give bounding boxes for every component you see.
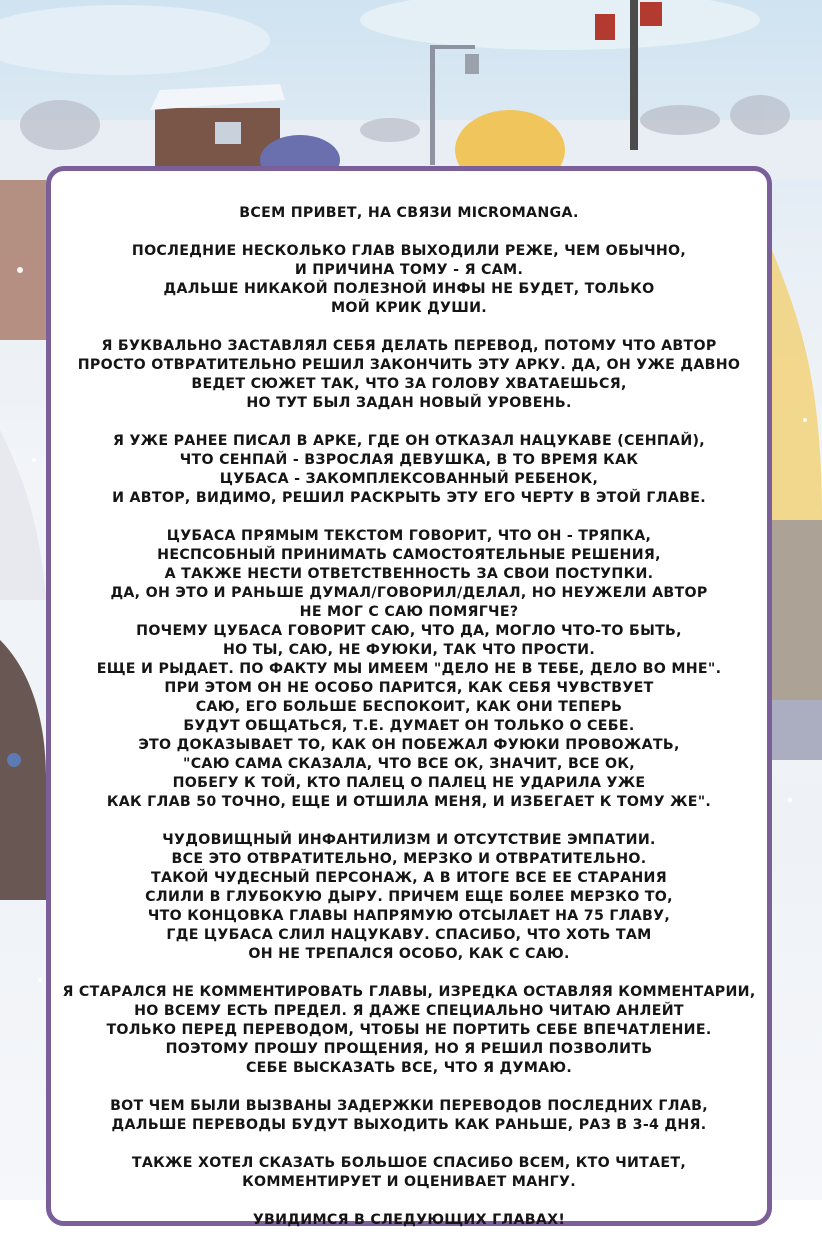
message-paragraph <box>46 831 772 964</box>
message-paragraph <box>46 204 772 223</box>
message-line: ПОБЕГУ К ТОЙ, КТО ПАЛЕЦ О ПАЛЕЦ НЕ УДАРИЛА УЖЕ <box>172 775 646 791</box>
message-line: ЧТО КОНЦОВКА ГЛАВЫ НАПРЯМУЮ ОТСЫЛАЕТ НА 75 ГЛАВУ, <box>147 908 671 924</box>
translator-message <box>46 204 772 1249</box>
message-line: ДАЛЬШЕ ПЕРЕВОДЫ БУДУТ ВЫХОДИТЬ КАК РАНЬШЕ, РАЗ В 3-4 ДНЯ. <box>111 1117 707 1133</box>
message-line: ГДЕ ЦУБАСА СЛИЛ НАЦУКАВУ. СПАСИБО, ЧТО ХОТЬ ТАМ <box>166 927 652 943</box>
message-line: ПОСЛЕДНИЕ НЕСКОЛЬКО ГЛАВ ВЫХОДИЛИ РЕЖЕ, ЧЕМ ОБЫЧНО, <box>131 243 687 259</box>
message-paragraph <box>46 242 772 318</box>
message-line: САЮ, ЕГО БОЛЬШЕ БЕСПОКОИТ, КАК ОНИ ТЕПЕРЬ <box>195 699 623 715</box>
message-line: ДА, ОН ЭТО И РАНЬШЕ ДУМАЛ/ГОВОРИЛ/ДЕЛАЛ, НО НЕУЖЕЛИ АВТОР <box>110 585 708 601</box>
message-line: ВСЕ ЭТО ОТВРАТИТЕЛЬНО, МЕРЗКО И ОТВРАТИТЕЛЬНО. <box>171 851 647 867</box>
message-line: ДАЛЬШЕ НИКАКОЙ ПОЛЕЗНОЙ ИНФЫ НЕ БУДЕТ, ТОЛЬКО <box>163 281 655 297</box>
message-paragraph <box>46 1097 772 1135</box>
message-line: ПРОСТО ОТВРАТИТЕЛЬНО РЕШИЛ ЗАКОНЧИТЬ ЭТУ АРКУ. ДА, ОН УЖЕ ДАВНО <box>77 357 741 373</box>
message-line: БУДУТ ОБЩАТЬСЯ, Т.Е. ДУМАЕТ ОН ТОЛЬКО О СЕБЕ. <box>183 718 635 734</box>
message-line: КАК ГЛАВ 50 ТОЧНО, ЕЩЕ И ОТШИЛА МЕНЯ, И ИЗБЕГАЕТ К ТОМУ ЖЕ". <box>106 794 712 810</box>
message-line: ЦУБАСА ПРЯМЫМ ТЕКСТОМ ГОВОРИТ, ЧТО ОН - ТРЯПКА, <box>166 528 652 544</box>
message-paragraph <box>46 1154 772 1192</box>
message-line: Я БУКВАЛЬНО ЗАСТАВЛЯЛ СЕБЯ ДЕЛАТЬ ПЕРЕВОД, ПОТОМУ ЧТО АВТОР <box>101 338 717 354</box>
message-line: СЕБЕ ВЫСКАЗАТЬ ВСЕ, ЧТО Я ДУМАЮ. <box>245 1060 573 1076</box>
message-line: Я УЖЕ РАНЕЕ ПИСАЛ В АРКЕ, ГДЕ ОН ОТКАЗАЛ НАЦУКАВЕ (СЕНПАЙ), <box>112 433 705 449</box>
message-line: НО ТУТ БЫЛ ЗАДАН НОВЫЙ УРОВЕНЬ. <box>246 395 572 411</box>
message-line: ТАКЖЕ ХОТЕЛ СКАЗАТЬ БОЛЬШОЕ СПАСИБО ВСЕМ, КТО ЧИТАЕТ, <box>131 1155 687 1171</box>
message-line: ПОЧЕМУ ЦУБАСА ГОВОРИТ САЮ, ЧТО ДА, МОГЛО ЧТО-ТО БЫТЬ, <box>136 623 682 639</box>
message-line: ВЕДЕТ СЮЖЕТ ТАК, ЧТО ЗА ГОЛОВУ ХВАТАЕШЬСЯ, <box>191 376 627 392</box>
message-line: НЕСПСОБНЫЙ ПРИНИМАТЬ САМОСТОЯТЕЛЬНЫЕ РЕШЕНИЯ, <box>157 547 661 563</box>
message-paragraph <box>46 983 772 1078</box>
message-line: И ПРИЧИНА ТОМУ - Я САМ. <box>294 262 524 278</box>
message-line: ВОТ ЧЕМ БЫЛИ ВЫЗВАНЫ ЗАДЕРЖКИ ПЕРЕВОДОВ ПОСЛЕДНИХ ГЛАВ, <box>110 1098 708 1114</box>
message-line: ТАКОЙ ЧУДЕСНЫЙ ПЕРСОНАЖ, А В ИТОГЕ ВСЕ ЕЕ СТАРАНИЯ <box>151 870 667 886</box>
message-line: А ТАКЖЕ НЕСТИ ОТВЕТСТВЕННОСТЬ ЗА СВОИ ПОСТУПКИ. <box>164 566 654 582</box>
message-line: НЕ МОГ С САЮ ПОМЯГЧЕ? <box>299 604 519 620</box>
message-line: Я СТАРАЛСЯ НЕ КОММЕНТИРОВАТЬ ГЛАВЫ, ИЗРЕДКА ОСТАВЛЯЯ КОММЕНТАРИИ, <box>62 984 756 1000</box>
message-line: ЕЩЕ И РЫДАЕТ. ПО ФАКТУ МЫ ИМЕЕМ "ДЕЛО НЕ В ТЕБЕ, ДЕЛО ВО МНЕ". <box>96 661 722 677</box>
message-paragraph <box>46 432 772 508</box>
message-line: КОММЕНТИРУЕТ И ОЦЕНИВАЕТ МАНГУ. <box>242 1174 576 1190</box>
message-line: "САЮ САМА СКАЗАЛА, ЧТО ВСЕ ОК, ЗНАЧИТ, ВСЕ ОК, <box>183 756 635 772</box>
message-line: ПРИ ЭТОМ ОН НЕ ОСОБО ПАРИТСЯ, КАК СЕБЯ ЧУВСТВУЕТ <box>164 680 654 696</box>
message-line: ЧУДОВИЩНЫЙ ИНФАНТИЛИЗМ И ОТСУТСТВИЕ ЭМПАТИИ. <box>162 832 656 848</box>
message-line: НО ТЫ, САЮ, НЕ ФУЮКИ, ТАК ЧТО ПРОСТИ. <box>222 642 596 658</box>
message-line: ТОЛЬКО ПЕРЕД ПЕРЕВОДОМ, ЧТОБЫ НЕ ПОРТИТЬ СЕБЕ ВПЕЧАТЛЕНИЕ. <box>106 1022 712 1038</box>
message-paragraph <box>46 527 772 812</box>
message-line: НО ВСЕМУ ЕСТЬ ПРЕДЕЛ. Я ДАЖЕ СПЕЦИАЛЬНО ЧИТАЮ АНЛЕЙТ <box>134 1003 684 1019</box>
message-line: МОЙ КРИК ДУШИ. <box>331 300 487 316</box>
message-line: ВСЕМ ПРИВЕТ, НА СВЯЗИ MICROMANGA. <box>239 205 579 221</box>
message-line: СЛИЛИ В ГЛУБОКУЮ ДЫРУ. ПРИЧЕМ ЕЩЕ БОЛЕЕ МЕРЗКО ТО, <box>145 889 673 905</box>
message-paragraph <box>46 337 772 413</box>
message-paragraph <box>46 1211 772 1230</box>
message-line: ЦУБАСА - ЗАКОМПЛЕКСОВАННЫЙ РЕБЕНОК, <box>219 471 599 487</box>
message-line: ОН НЕ ТРЕПАЛСЯ ОСОБО, КАК С САЮ. <box>248 946 570 962</box>
message-line: УВИДИМСЯ В СЛЕДУЮЩИХ ГЛАВАХ! <box>252 1212 566 1228</box>
message-line: ПОЭТОМУ ПРОШУ ПРОЩЕНИЯ, НО Я РЕШИЛ ПОЗВОЛИТЬ <box>165 1041 653 1057</box>
message-line: ЭТО ДОКАЗЫВАЕТ ТО, КАК ОН ПОБЕЖАЛ ФУЮКИ ПРОВОЖАТЬ, <box>138 737 680 753</box>
message-line: И АВТОР, ВИДИМО, РЕШИЛ РАСКРЫТЬ ЭТУ ЕГО ЧЕРТУ В ЭТОЙ ГЛАВЕ. <box>112 490 706 506</box>
message-line: ЧТО СЕНПАЙ - ВЗРОСЛАЯ ДЕВУШКА, В ТО ВРЕМЯ КАК <box>179 452 639 468</box>
